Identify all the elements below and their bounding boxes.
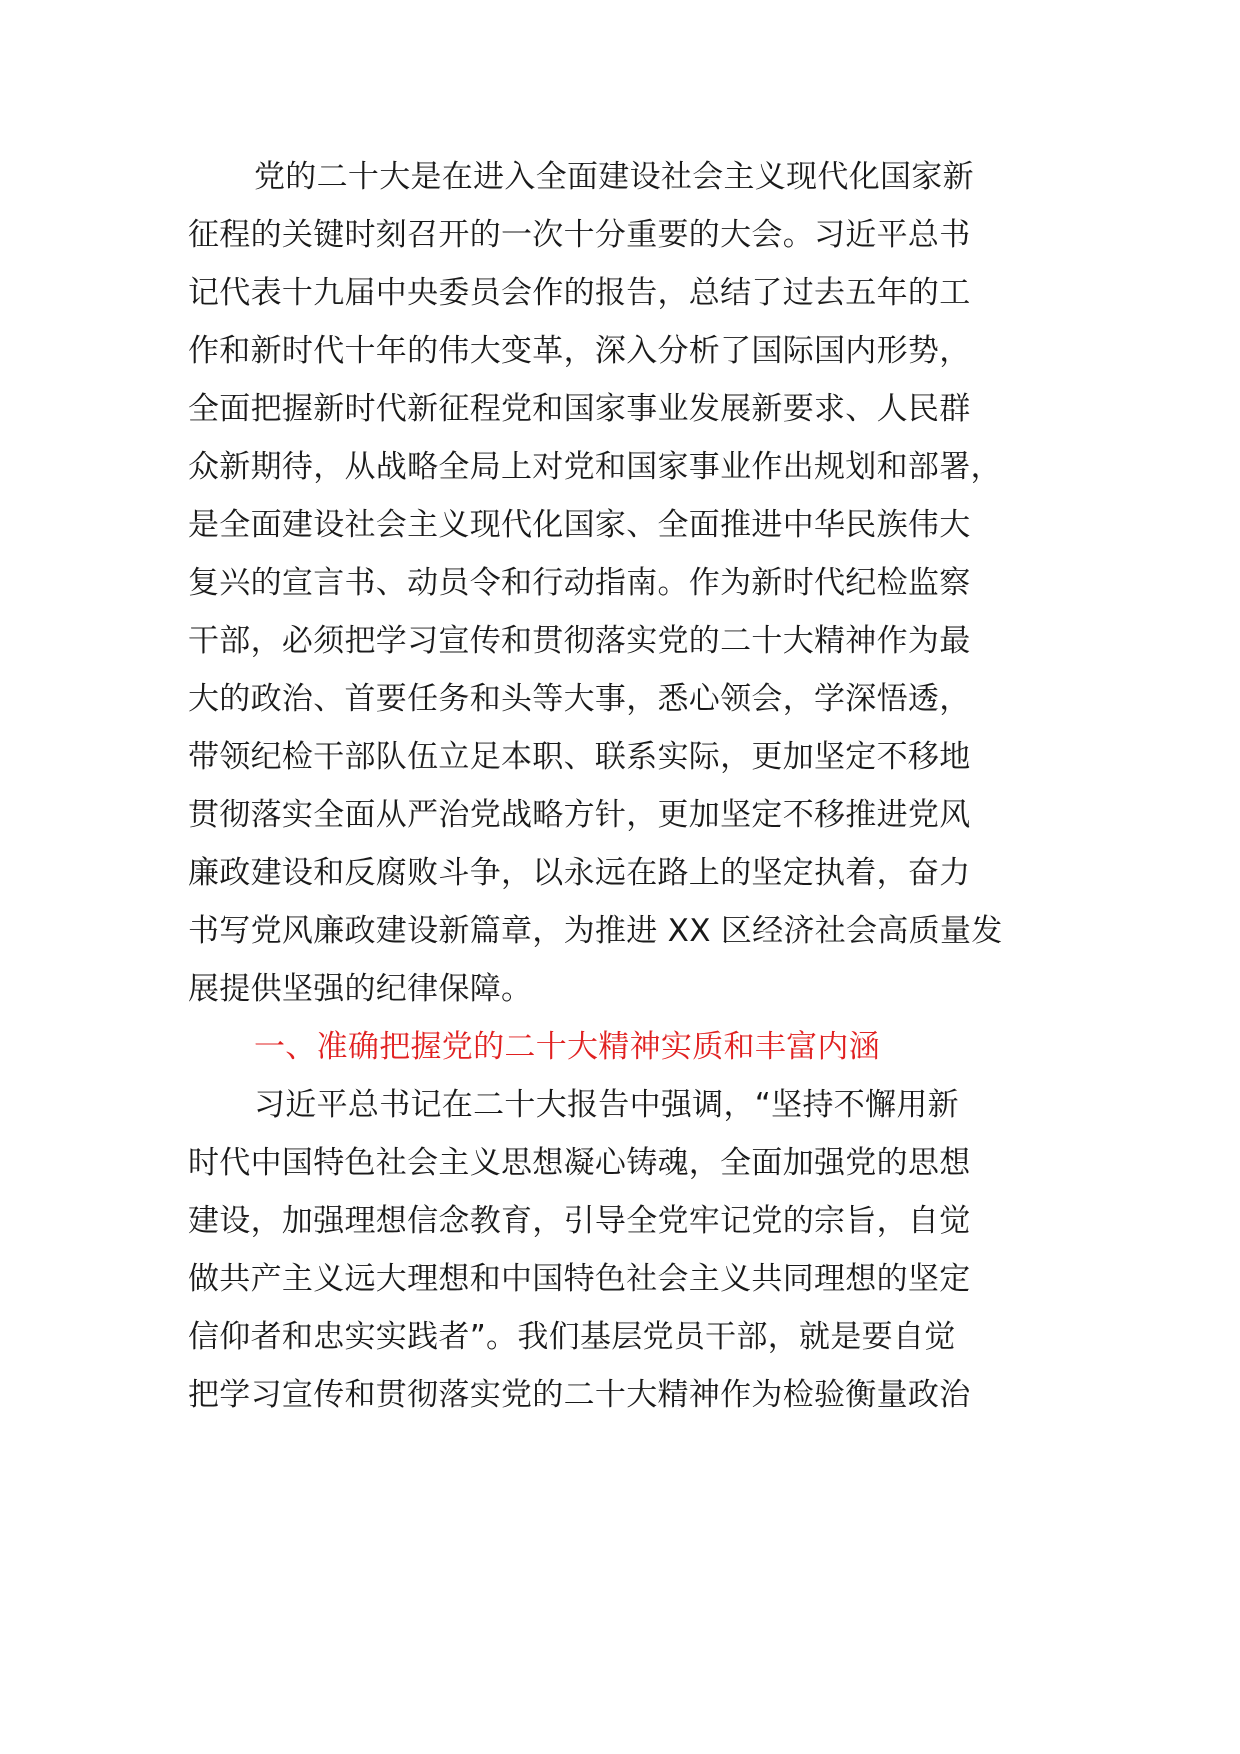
paragraph-1-line: 大的政治、首要任务和头等大事，悉心领会，学深悟透， [188,681,971,717]
paragraph-2-line: 习近平总书记在二十大报告中强调，“坚持不懈用新 [254,1087,959,1123]
paragraph-1-line: 记代表十九届中央委员会作的报告，总结了过去五年的工 [188,275,971,311]
paragraph-2-line: 把学习宣传和贯彻落实党的二十大精神作为检验衡量政治 [188,1377,971,1413]
paragraph-1-line: 贯彻落实全面从严治党战略方针，更加坚定不移推进党风 [188,797,971,833]
paragraph-1-line: 党的二十大是在进入全面建设社会主义现代化国家新 [254,159,974,195]
paragraph-1-line: 带领纪检干部队伍立足本职、联系实际，更加坚定不移地 [188,739,971,775]
paragraph-1-line: 展提供坚强的纪律保障。 [188,971,533,1007]
paragraph-2-line: 做共产主义远大理想和中国特色社会主义共同理想的坚定 [188,1261,971,1297]
paragraph-2-line: 建设，加强理想信念教育，引导全党牢记党的宗旨，自觉 [188,1203,971,1239]
paragraph-1-line: 书写党风廉政建设新篇章，为推进 XX 区经济社会高质量发 [188,913,1003,949]
paragraph-1-line: 作和新时代十年的伟大变革，深入分析了国际国内形势， [188,333,971,369]
paragraph-2-line: 时代中国特色社会主义思想凝心铸魂，全面加强党的思想 [188,1145,971,1181]
paragraph-1-line: 复兴的宣言书、动员令和行动指南。作为新时代纪检监察 [188,565,971,601]
paragraph-1-line: 是全面建设社会主义现代化国家、全面推进中华民族伟大 [188,507,971,543]
paragraph-1-line: 全面把握新时代新征程党和国家事业发展新要求、人民群 [188,391,971,427]
paragraph-1-line: 廉政建设和反腐败斗争，以永远在路上的坚定执着，奋力 [188,855,971,891]
paragraph-1-line: 干部，必须把学习宣传和贯彻落实党的二十大精神作为最 [188,623,971,659]
paragraph-1-line: 众新期待，从战略全局上对党和国家事业作出规划和部署， [188,449,1002,485]
paragraph-2-line: 信仰者和忠实实践者”。我们基层党员干部，就是要自觉 [188,1319,956,1355]
paragraph-1-line: 征程的关键时刻召开的一次十分重要的大会。习近平总书 [188,217,971,253]
section-heading: 一、准确把握党的二十大精神实质和丰富内涵 [254,1029,880,1065]
